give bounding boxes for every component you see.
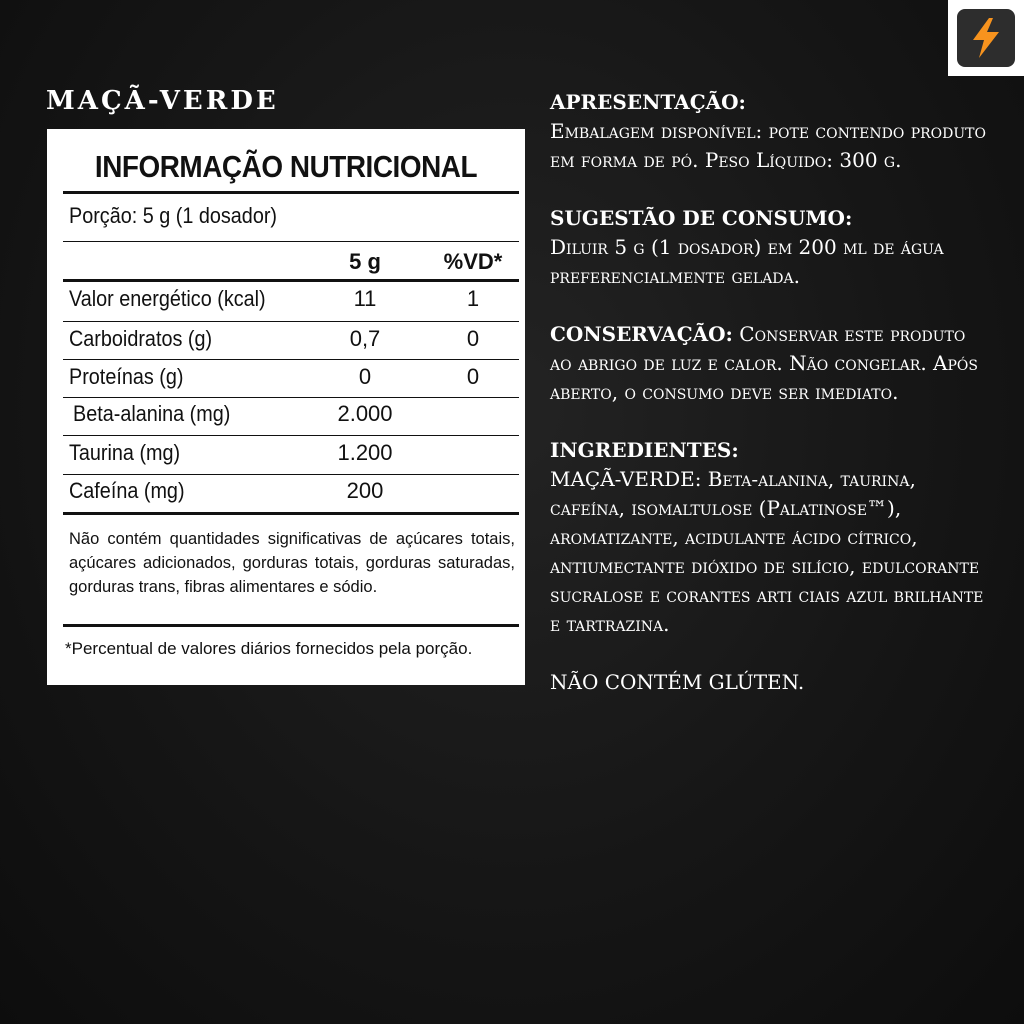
brand-logo-badge bbox=[948, 0, 1024, 76]
nutrient-name: Proteínas (g) bbox=[69, 364, 184, 389]
nutrient-vd: 1 bbox=[466, 286, 480, 311]
nutrition-note: Não contém quantidades significativas de açúcares totais, açúcares adicionados, gorduras totais, gorduras saturadas, gorduras trans, fibras alimentares e sódio. bbox=[69, 530, 515, 596]
gluten-notice: NÃO CONTÉM GLÚTEN. bbox=[550, 670, 805, 694]
nutrient-vd: 0 bbox=[466, 326, 480, 351]
lightning-bolt-icon bbox=[957, 9, 1015, 67]
nutrient-name: Beta-alanina (mg) bbox=[73, 401, 231, 426]
nutrition-facts-panel bbox=[47, 129, 525, 685]
section-storage bbox=[550, 320, 990, 407]
nutrition-title: INFORMAÇÃO NUTRICIONAL bbox=[94, 149, 478, 184]
nutrient-amount: 0,7 bbox=[349, 326, 381, 351]
nutrient-amount: 200 bbox=[346, 478, 384, 503]
divider bbox=[63, 359, 519, 360]
nutrient-amount: 11 bbox=[353, 286, 377, 311]
nutrient-name: Cafeína (mg) bbox=[69, 478, 185, 503]
nutrient-name: Carboidratos (g) bbox=[69, 326, 213, 351]
section-ingredients bbox=[550, 436, 990, 639]
divider bbox=[63, 279, 519, 282]
product-info-column bbox=[550, 88, 990, 726]
nutrient-name: Taurina (mg) bbox=[69, 440, 181, 465]
divider bbox=[63, 397, 519, 398]
column-header-vd: %VD* bbox=[443, 249, 503, 274]
section-text: Embalagem disponível: pote contendo produto em forma de pó. Peso Líquido: 300 g. bbox=[550, 119, 986, 172]
nutrient-amount: 1.200 bbox=[337, 440, 393, 465]
divider bbox=[63, 474, 519, 475]
nutrient-name: Valor energético (kcal) bbox=[69, 286, 266, 311]
portion-label: Porção: 5 g (1 dosador) bbox=[69, 203, 278, 228]
section-text: MAÇÃ-VERDE: Beta-alanina, taurina, cafeína, isomaltulose (Palatinose™), aromatizante, acidulante ácido cítrico, antiumectante dióxido de silício, edulcorante sucralose e corantes arti ciais azul brilhante e tartrazina. bbox=[550, 467, 984, 636]
nutrient-vd: 0 bbox=[466, 364, 480, 389]
section-usage bbox=[550, 204, 990, 291]
section-heading: APRESENTAÇÃO: bbox=[550, 90, 746, 114]
nutrient-amount: 0 bbox=[358, 364, 372, 389]
nutrient-amount: 2.000 bbox=[337, 401, 393, 426]
section-text: Conservar este produto ao abrigo de luz e calor. Não congelar. Após aberto, o consumo deve ser imediato. bbox=[550, 322, 978, 404]
nutrition-footnote: *Percentual de valores diários fornecidos pela porção. bbox=[65, 639, 473, 658]
section-heading: SUGESTÃO DE CONSUMO: bbox=[550, 206, 853, 230]
divider bbox=[63, 191, 519, 194]
divider bbox=[63, 321, 519, 322]
column-header-amount: 5 g bbox=[349, 249, 381, 274]
divider bbox=[63, 624, 519, 627]
section-heading: CONSERVAÇÃO: bbox=[550, 322, 733, 346]
flavor-title: MAÇÃ-VERDE bbox=[46, 86, 279, 116]
section-heading: INGREDIENTES: bbox=[550, 438, 739, 462]
section-text: Diluir 5 g (1 dosador) em 200 ml de água preferencialmente gelada. bbox=[550, 235, 944, 288]
divider bbox=[63, 241, 519, 242]
divider bbox=[63, 435, 519, 436]
divider bbox=[63, 512, 519, 515]
section-presentation bbox=[550, 88, 990, 175]
